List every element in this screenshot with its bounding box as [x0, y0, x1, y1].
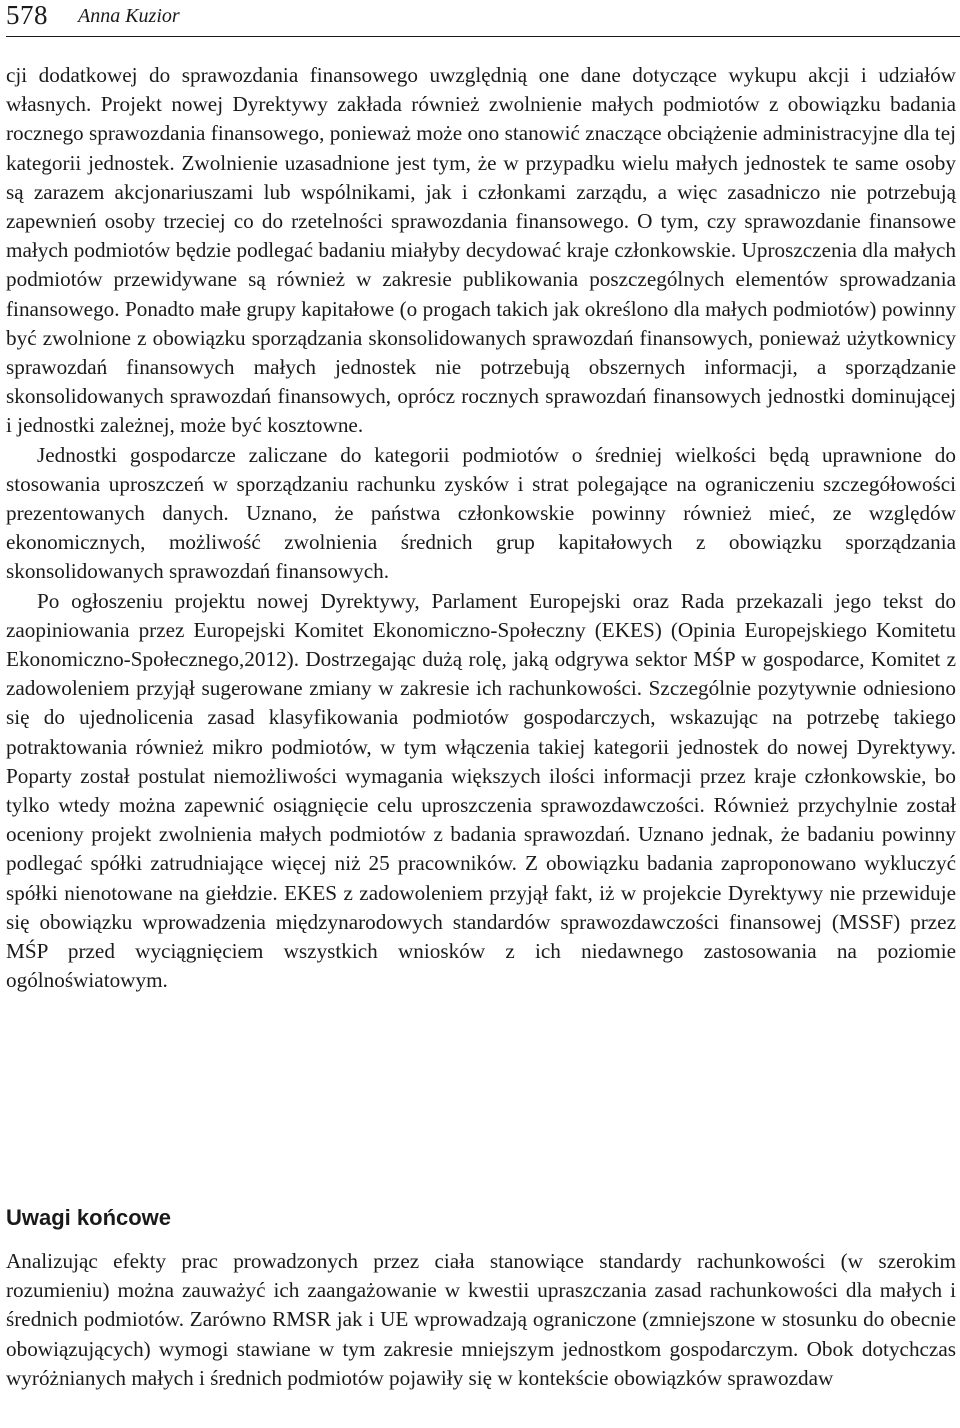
author-name: Anna Kuzior [78, 5, 180, 27]
section-paragraph-1: Analizując efekty prac prowadzonych przez ciała stanowiące standardy rachunkowości (w szerokim rozumieniu) można zauważyć ich zaangażowanie w kwestii upraszczania zasad rachunkowości dla małych i średnich podmiotów. Zarówno RMSR jak i UE wprowadzają ograniczone (zmniejszone w stosunku do obecnie obowiązujących) wymogi stawiane w tym zakresie mniejszym jednostkom gospodarczym. Obok dotychczas wyróżnianych małych i średnich podmiotów pojawiły się w kontekście obowiązków sprawozdaw [6, 1249, 956, 1390]
body-text [6, 61, 956, 996]
section-text [6, 1247, 956, 1393]
running-head [6, 0, 960, 40]
body-paragraph-1: cji dodatkowej do sprawozdania finansowego uwzględnią one dane dotyczące wykupu akcji i udziałów własnych. Projekt nowej Dyrektywy zakłada również zwolnienie małych podmiotów z obowiązku badania rocznego sprawozdania finansowego, ponieważ może ono stanowić znaczące obciążenie administracyjne dla tej kategorii jednostek. Zwolnienie uzasadnione jest tym, że w przypadku wielu małych jednostek te same osoby są zarazem akcjonariuszami lub wspólnikami, jak i członkami zarządu, a więc zasadniczo nie potrzebują zapewnień osoby trzeciej co do rzetelności sprawozdania finansowego. O tym, czy sprawozdanie finansowe małych podmiotów będzie podlegać badaniu miałyby decydować kraje członkowskie. Uproszczenia dla małych podmiotów przewidywane są również w zakresie publikowania poszczególnych elementów sprowadzania finansowego. Ponadto małe grupy kapitałowe (o progach takich jak określono dla małych podmiotów) powinny być zwolnione z obowiązku sporządzania skonsolidowanych sprawozdań finansowych, ponieważ użytkownicy sprawozdań finansowych małych jednostek nie potrzebują obszernych informacji, a sporządzanie skonsolidowanych sprawozdań finansowych, oprócz rocznych sprawozdań finansowych jednostki dominującej i jednostki zależnej, może być kosztowne. [6, 63, 956, 438]
header-rule [6, 36, 960, 37]
body-paragraph-2: Jednostki gospodarcze zaliczane do kategorii podmiotów o średniej wielkości będą uprawnione do stosowania uproszczeń w sporządzaniu rachunku zysków i strat polegające na ograniczeniu szczegółowości prezentowanych danych. Uznano, że państwa członkowskie powinny również mieć, ze względów ekonomicznych, możliwość zwolnienia średnich grup kapitałowych z obowiązku sporządzania skonsolidowanych sprawozdań finansowych. [6, 442, 956, 584]
body-paragraph-3: Po ogłoszeniu projektu nowej Dyrektywy, Parlament Europejski oraz Rada przekazali jego tekst do zaopiniowania przez Europejski Komitet Ekonomiczno-Społeczny (EKES) (Opinia Europejskiego Komitetu Ekonomiczno-Społecznego,2012). Dostrzegając dużą rolę, jaką odgrywa sektor MŚP w gospodarce, Komitet z zadowoleniem przyjął sugerowane zmiany w zakresie ich rachunkowości. Szczególnie pozytywnie odniesiono się do ujednolicenia zasad klasyfikowania podmiotów gospodarczych, wskazując na potrzebę takiego potraktowania również mikro podmiotów, w tym włączenia takiej kategorii jednostek do nowej Dyrektywy. Poparty został postulat niemożliwości wymagania większych ilości informacji przez kraje członkowskie, bo tylko wtedy można zapewnić osiągnięcie celu uproszczenia sprawozdawczości. Również przychylnie został oceniony projekt zwolnienia małych podmiotów z badania sprawozdań. Uznano jednak, że badaniu powinny podlegać spółki zatrudniające więcej niż 25 pracowników. Z obowiązku badania zaproponowano wykluczyć spółki nienotowane na giełdzie. EKES z zadowoleniem przyjął fakt, iż w projekcie Dyrektywy nie przewiduje się obowiązku wprowadzenia międzynarodowych standardów sprawozdawczości finansowej (MSSF) przez MŚP przed wyciągnięciem wszystkich wniosków z ich niedawnego zastosowania na poziomie ogólnoświatowym. [6, 588, 956, 993]
page-number: 578 [6, 0, 48, 30]
section-heading: Uwagi końcowe [6, 1205, 172, 1230]
